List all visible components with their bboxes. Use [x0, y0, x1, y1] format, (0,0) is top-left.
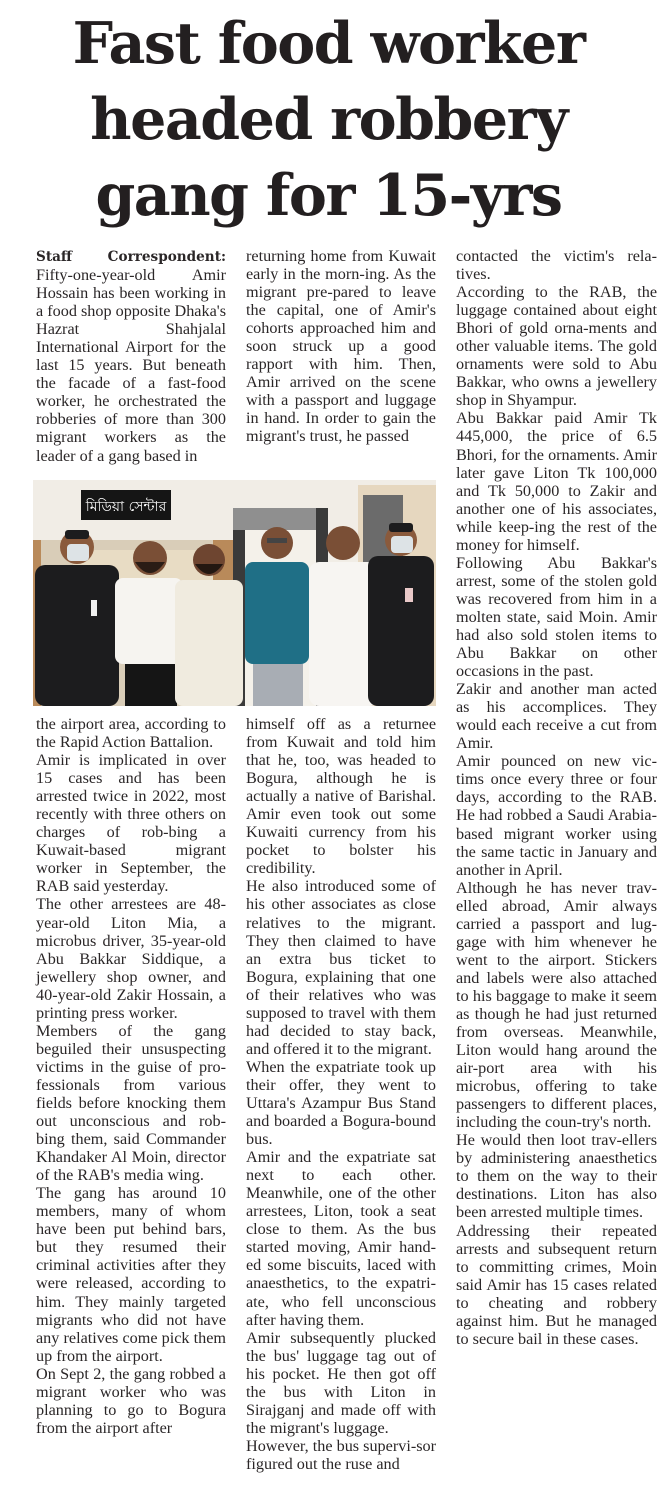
paragraph: Amir pounced on new vic-tims once every three or four days, according to the RAB. He had robbed a Saudi Arabia-based migrant worker using the same tactic in January and another in April. [456, 752, 657, 879]
paragraph: Members of the gang beguiled their unsuspecting victims in the guise of pro-fessionals from various fields before knocking them out unconscious and rob-bing them, said Commander Khandaker Al Moin, director of the RAB's media wing. [36, 1021, 226, 1185]
paragraph: returning home from Kuwait early in the morn-ing. As the migrant pre-pared to leave the capital, one of Amir's cohorts approached him and soon struck up a good rapport with him. Then, Amir arrived on the scene with a passport and luggage in hand. In order to gain the migrant's trust, he passed [246, 247, 436, 446]
paragraph: himself off as a returnee from Kuwait and told him that he, too, was headed to Bogura, although he is actually a native of Barishal. Amir even took out some Kuwaiti currency from his pocket to bolster his credibility. [246, 715, 436, 878]
metal-detector-top [233, 508, 328, 530]
paragraph: He would then loot trav-ellers by administering anaesthetics to them on the way to their destinations. Liton has also been arrested multiple times. [456, 1131, 657, 1222]
paragraph: Amir subsequently plucked the bus' luggage tag out of his pocket. He then got off the bus with Liton in Sirajganj and made off with the migrant's luggage. [246, 1328, 436, 1437]
paragraph: the airport area, according to the Rapid Action Battalion. [36, 715, 226, 752]
column-2-bottom [246, 715, 436, 1473]
column-2-top [246, 247, 436, 446]
paragraph: When the expatriate took up their offer, they went to Uttara's Azampur Bus Stand and boarded a Bogura-bound bus. [246, 1057, 436, 1149]
column-3 [456, 247, 657, 1348]
paragraph: Abu Bakkar paid Amir Tk 445,000, the price of 6.5 Bhori, for the ornaments. Amir later gave Liton Tk 100,000 and Tk 50,000 to Zakir and another one of his associates, while keep-ing the rest of the money for himself. [456, 409, 657, 554]
news-photo [33, 480, 436, 706]
paragraph: Although he has never trav-elled abroad, Amir always carried a passport and lug-gage with him whenever he went to the airport. Stickers and labels were also attached to his baggage to make it seem as though he had just returned from overseas. Meanwhile, Liton would hang around the air-port area with his microbus, offering to take passengers to different places, including the coun-try's north. [456, 878, 657, 1132]
paragraph: Zakir and another man acted as his accomplices. They would each receive a cut from Amir. [456, 680, 657, 753]
column-1-bottom [36, 715, 226, 1437]
paragraph [36, 247, 226, 465]
paragraph: The gang has around 10 members, many of whom have been put behind bars, but they resumed their criminal activities after they were released, according to him. They mainly targeted migrants who did not have any relatives come pick them up from the airport. [36, 1184, 226, 1365]
arrest-photo-illustration [33, 480, 436, 706]
paragraph: Addressing their repeated arrests and subsequent return to committing crimes, Moin said Amir has 15 cases related to cheating and robbery against him. But he managed to secure bail in these cases. [456, 1221, 657, 1348]
headline-line: Fast food worker [72, 10, 585, 77]
paragraph: Amir is implicated in over 15 cases and has been arrested twice in 2022, most recently with three others on charges of rob-bing a Kuwait-based migrant worker in September, the RAB said yesterday. [36, 751, 226, 896]
paragraph: However, the bus supervi-sor figured out the ruse and [246, 1436, 436, 1473]
headline [0, 6, 657, 234]
byline: Staff Correspondent: [36, 249, 226, 265]
headline-line: headed robbery [90, 86, 567, 153]
sign-text: মিডিয়া সেন্টার [85, 499, 167, 515]
paragraph: Amir and the expatriate sat next to each other. Meanwhile, one of the other arrestees, Liton, took a seat close to them. As the bus started moving, Amir hand-ed some biscuits, laced with anaesthetics, to the expatri-ate, who fell unconscious after having them. [246, 1148, 436, 1329]
paragraph: Following Abu Bakkar's arrest, some of the stolen gold was recovered from him in a molten state, said Moin. Amir had also sold stolen items to Abu Bakkar on other occasions in the past. [456, 553, 657, 681]
headline-line: gang for 15-yrs [95, 162, 562, 229]
paragraph: According to the RAB, the luggage contained about eight Bhori of gold orna-ments and other valuable items. The gold ornaments were sold to Abu Bakkar, who owns a jewellery shop in Shyampur. [456, 283, 657, 410]
column-1-top [36, 247, 226, 465]
paragraph: He also introduced some of his other associates as close relatives to the migrant. They then claimed to have an extra bus ticket to Bogura, explaining that one of their relatives who was supposed to travel with them had decided to stay back, and offered it to the migrant. [246, 877, 436, 1058]
lead-text: Fifty-one-year-old Amir Hossain has been working in a food shop opposite Dhaka's Hazrat Shahjalal International Airport for the last 15 years. But beneath the facade of a fast-food worker, he orchestrated the robberies of more than 300 migrant workers as the leader of a gang based in [36, 266, 226, 465]
paragraph: contacted the victim's rela-tives. [456, 247, 657, 284]
paragraph: The other arrestees are 48-year-old Liton Mia, a microbus driver, 35-year-old Abu Bakkar Siddique, a jewellery shop owner, and 40-year-old Zakir Hossain, a printing press worker. [36, 895, 226, 1022]
paragraph: On Sept 2, the gang robbed a migrant worker who was planning to go to Bogura from the airport after [36, 1364, 226, 1437]
